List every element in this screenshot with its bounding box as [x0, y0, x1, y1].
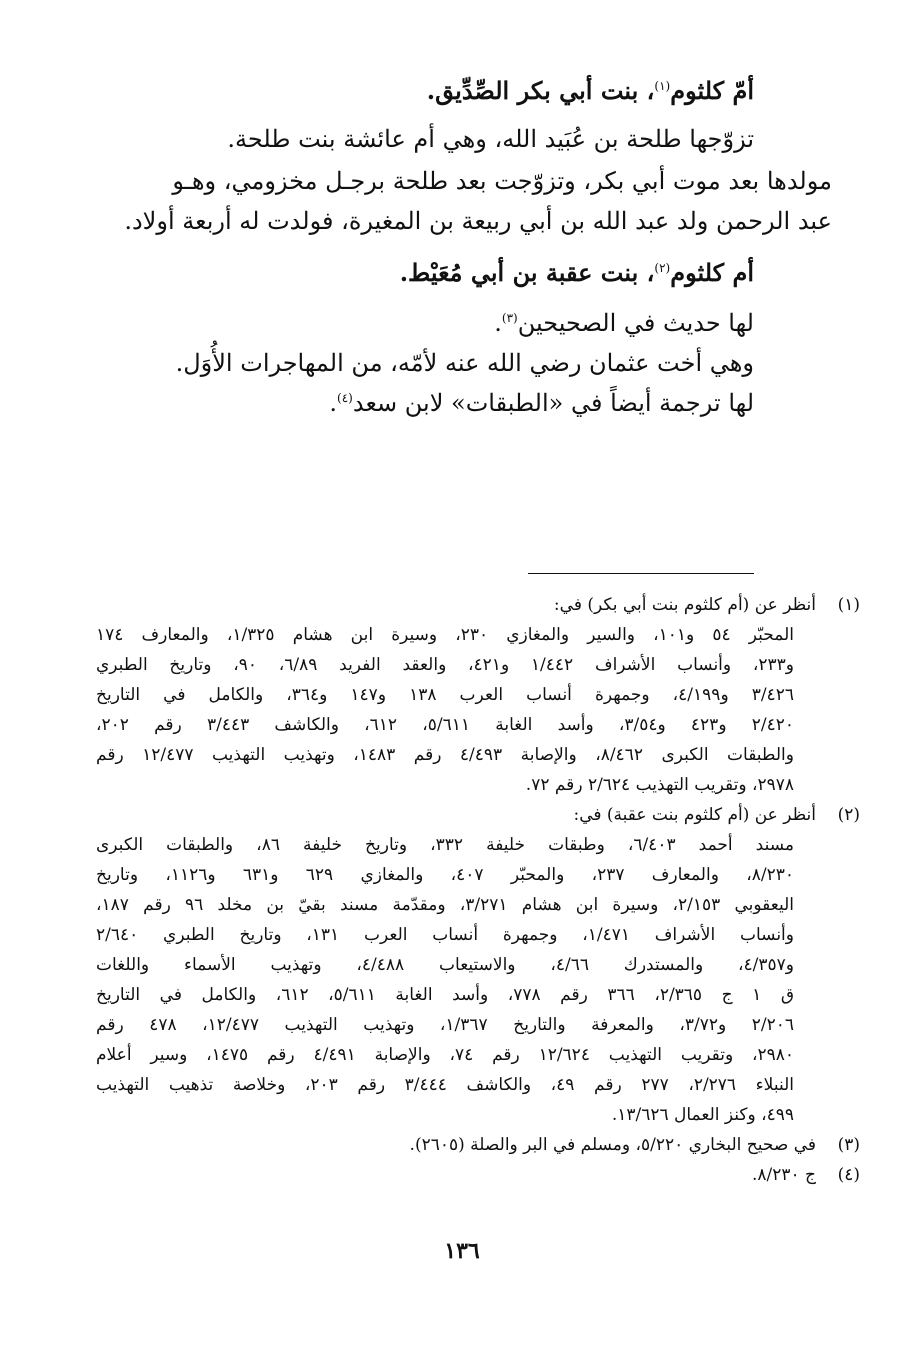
footnote-line: ٢/٤٢٠ و٤٢٣ و٣/٥٤، وأسد الغابة ٥/٦١١، ٦١٢، والكاشف ٣/٤٤٣ رقم ٢٠٢،: [96, 715, 794, 735]
footnote-line: ٤٩٩، وكنز العمال ١٣/٦٢٦.: [611, 1105, 794, 1125]
footnote-line: النبلاء ٢/٢٧٦، ٢٧٧ رقم ٤٩، والكاشف ٣/٤٤٤ رقم ٢٠٣، وخلاصة تذهيب التهذيب: [96, 1075, 794, 1095]
person-name: أم كلثوم: [670, 258, 754, 287]
main-text: [120, 72, 832, 418]
footnote-separator: [528, 573, 754, 574]
footnote-line: ٢٩٧٨، وتقريب التهذيب ٢/٦٢٤ رقم ٧٢.: [525, 775, 794, 795]
footnote-head: [96, 1130, 860, 1160]
entry-line: [120, 388, 754, 418]
footnote-line: ٣/٤٢٦ و٤/١٩٩، وجمهرة أنساب العرب ١٣٨ و١٤٧ و٣٦٤، والكامل في التاريخ: [96, 685, 794, 705]
footnote-ref[interactable]: (٣): [501, 311, 518, 325]
line-end: .: [494, 309, 502, 337]
entry-line: [120, 308, 754, 338]
entry-line: عبد الرحمن ولد عبد الله بن أبي ربيعة بن المغيرة، فولدت له أربعة أولاد.: [124, 207, 832, 235]
footnote-number: (١): [837, 595, 860, 615]
title-rest: ، بنت أبي بكر الصِّدِّيق.: [426, 76, 655, 105]
footnote-line: مسند أحمد ٦/٤٠٣، وطبقات خليفة ٣٣٢، وتاريخ خليفة ٨٦، والطبقات الكبرى: [96, 835, 795, 855]
footnote-1: [96, 590, 860, 800]
footnote-intro: ج ٨/٢٣٠.: [751, 1165, 816, 1185]
footnote-number: (٣): [837, 1135, 860, 1155]
footnote-line: و٢٣٣، وأنساب الأشراف ١/٤٤٢ و٤٢١، والعقد الفريد ٦/٨٩، ٩٠، وتاريخ الطبري: [96, 655, 794, 675]
footnote-line: ٢/٢٠٦ و٣/٧٢، والمعرفة والتاريخ ١/٣٦٧، وتهذيب التهذيب ١٢/٤٧٧، ٤٧٨ رقم: [96, 1015, 794, 1035]
entry-line: تزوّجها طلحة بن عُبَيد الله، وهي أم عائشة بنت طلحة.: [227, 125, 754, 153]
person-name: أمّ كلثوم: [670, 76, 754, 105]
footnote-2: [96, 800, 860, 1130]
title-rest: ، بنت عقبة بن أبي مُعَيْط.: [399, 258, 655, 287]
footnote-line: ٢٩٨٠، وتقريب التهذيب ١٢/٦٢٤ رقم ٧٤، والإصابة ٤/٤٩١ رقم ١٤٧٥، وسير أعلام: [96, 1045, 795, 1065]
footnote-line: المحبّر ٥٤ و١٠١، والسير والمغازي ٢٣٠، وسيرة ابن هشام ١/٣٢٥، والمعارف ١٧٤: [96, 625, 794, 645]
biography-entry: [120, 258, 754, 418]
footnote-intro: في صحيح البخاري ٥/٢٢٠، ومسلم في البر والصلة (٢٦٠٥).: [409, 1135, 816, 1155]
biography-entry: [120, 76, 832, 236]
line-text: لها ترجمة أيضاً في «الطبقات» لابن سعد: [352, 389, 754, 417]
entry-title: [120, 258, 754, 288]
footnotes: [96, 590, 860, 1190]
footnote-3: [96, 1130, 860, 1160]
line-text: لها حديث في الصحيحين: [517, 309, 754, 337]
footnote-intro: أنظر عن (أم كلثوم بنت عقبة) في:: [573, 805, 816, 825]
page-number: ١٣٦: [444, 1238, 480, 1264]
footnote-ref[interactable]: (٢): [654, 261, 671, 275]
footnote-line: ٨/٢٣٠، والمعارف ٢٣٧، والمحبّر ٤٠٧، والمغازي ٦٢٩ و٦٣١ و١١٢٦، وتاريخ: [96, 865, 794, 885]
footnote-head: [96, 590, 860, 620]
footnote-line: اليعقوبي ٢/١٥٣، وسيرة ابن هشام ٣/٢٧١، ومقدّمة مسند بقيّ بن مخلد ٩٦ رقم ١٨٧،: [96, 895, 795, 915]
entry-line: مولدها بعد موت أبي بكر، وتزوّجت بعد طلحة برجـل مخزومي، وهـو: [172, 167, 832, 195]
footnote-intro: أنظر عن (أم كلثوم بنت أبي بكر) في:: [553, 595, 816, 615]
footnote-head: [96, 800, 860, 830]
footnote-line: و٤/٣٥٧، والمستدرك ٤/٦٦، والاستيعاب ٤/٤٨٨، وتهذيب الأسماء واللغات: [96, 955, 794, 975]
footnote-line: والطبقات الكبرى ٨/٤٦٢، والإصابة ٤/٤٩٣ رقم ١٤٨٣، وتهذيب التهذيب ١٢/٤٧٧ رقم: [96, 745, 794, 765]
line-end: .: [329, 389, 338, 417]
entry-line: وهي أخت عثمان رضي الله عنه لأمّه، من المهاجرات الأُوَل.: [175, 349, 754, 377]
footnote-line: ق ١ ج ٢/٣٦٥، ٣٦٦ رقم ٧٧٨، وأسد الغابة ٥/٦١١، ٦١٢، والكامل في التاريخ: [96, 985, 795, 1005]
footnote-number: (٢): [837, 805, 860, 825]
footnote-4: [96, 1160, 860, 1190]
footnote-ref[interactable]: (١): [654, 79, 671, 93]
footnote-line: وأنساب الأشراف ١/٤٧١، وجمهرة أنساب العرب ١٣١، وتاريخ الطبري ٢/٦٤٠: [96, 925, 794, 945]
entry-title: [120, 76, 754, 106]
footnote-ref[interactable]: (٤): [337, 391, 353, 405]
footnote-head: [96, 1160, 860, 1190]
footnote-number: (٤): [837, 1165, 860, 1185]
